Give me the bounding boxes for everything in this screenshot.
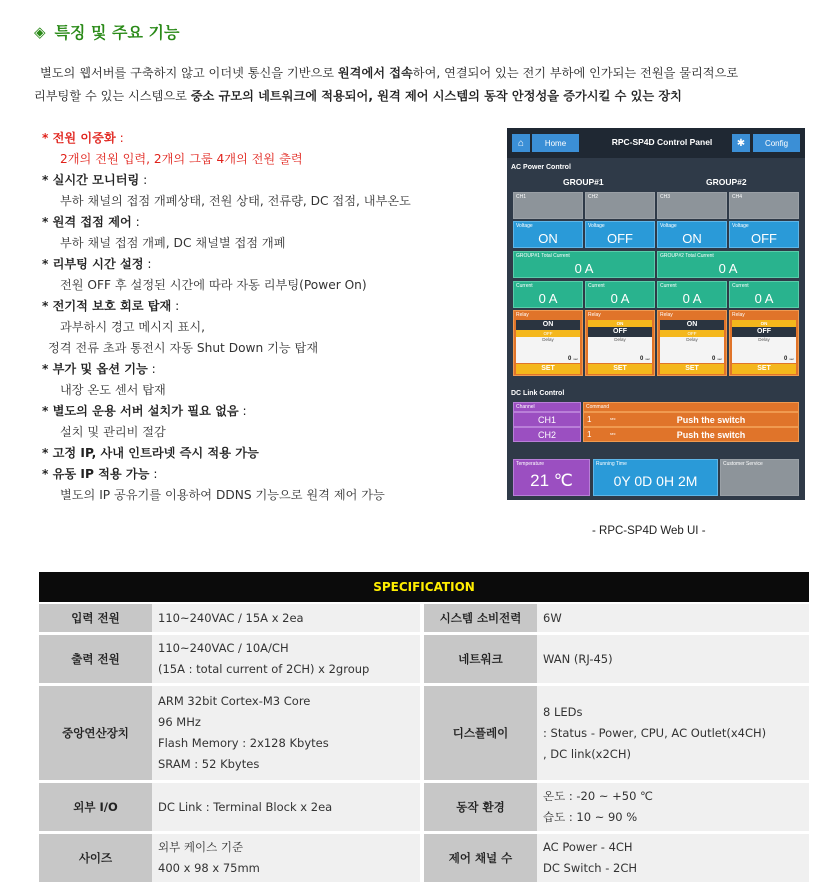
feature-colon: : xyxy=(115,131,124,145)
dc-channel-label: Channel xyxy=(516,404,535,410)
spec-row xyxy=(39,604,809,635)
dc-command-label: Command xyxy=(586,404,610,410)
relay-set-button[interactable]: SET xyxy=(516,364,580,374)
voltage-value: OFF xyxy=(607,231,633,246)
spec-key: 제어 채널 수 xyxy=(424,834,537,885)
relay-set-button[interactable]: SET xyxy=(588,364,652,374)
voltage-value: OFF xyxy=(751,231,777,246)
relay-inner xyxy=(516,320,580,363)
feature-title xyxy=(42,212,482,233)
current-box xyxy=(729,281,799,308)
channel-name: CH1 xyxy=(516,194,527,200)
spec-header: SPECIFICATION xyxy=(39,572,809,602)
diamond-icon: ◈ xyxy=(34,22,46,41)
voltage-value: ON xyxy=(538,231,558,246)
spec-value-line: (15A : total current of 2CH) x 2group xyxy=(158,662,370,676)
bullet-star-icon: * xyxy=(42,467,53,481)
feature-desc: 내장 온도 센서 탑재 xyxy=(60,383,166,397)
spec-value-line: SRAM : 52 Kbytes xyxy=(158,757,260,771)
dc-channel-cell xyxy=(513,427,581,442)
relay-delay-label: Delay xyxy=(542,337,554,342)
relay-box xyxy=(513,310,583,376)
relay-delay-label: Delay xyxy=(686,337,698,342)
relay-on-toggle[interactable]: ON xyxy=(588,320,652,327)
spec-value-line: WAN (RJ-45) xyxy=(543,651,613,666)
voltage-box[interactable] xyxy=(585,221,655,248)
dc-seconds-input[interactable]: 1 xyxy=(587,415,592,424)
spec-value-line: ARM 32bit Cortex-M3 Core xyxy=(158,694,311,708)
relay-box xyxy=(585,310,655,376)
intro-paragraph xyxy=(34,62,814,108)
intro-bold: 중소 규모의 네트워크에 적용되어, 원격 제어 시스템의 동작 안정성을 증가시킬 수 있는 장치 xyxy=(190,89,682,103)
spec-key: 디스플레이 xyxy=(424,686,537,783)
gear-icon[interactable]: ✱ xyxy=(732,134,750,152)
channel-name-box xyxy=(513,192,583,219)
current-label: Current xyxy=(516,283,533,289)
voltage-box[interactable] xyxy=(657,221,727,248)
feature-desc: 부하 채널의 접점 개폐상태, 전원 상태, 전류량, DC 접점, 내부온도 xyxy=(60,194,411,208)
voltage-box[interactable] xyxy=(729,221,799,248)
dc-seconds-unit: sec xyxy=(610,432,616,436)
spec-key: 동작 환경 xyxy=(424,783,537,834)
relay-inner xyxy=(660,320,724,363)
feature-title-text: 전기적 보호 회로 탑재 xyxy=(52,299,172,313)
spec-value xyxy=(537,834,809,885)
spec-key: 중앙연산장치 xyxy=(39,686,152,783)
feature-title-text: 원격 접점 제어 xyxy=(52,215,132,229)
spec-value xyxy=(152,686,420,783)
temperature-box xyxy=(513,459,590,496)
panel-title: RPC-SP4D Control Panel xyxy=(611,137,713,147)
voltage-box[interactable] xyxy=(513,221,583,248)
spec-value xyxy=(537,783,809,834)
relay-off-toggle[interactable]: OFF xyxy=(588,327,652,337)
feature-colon: : xyxy=(143,257,152,271)
dc-seconds-input[interactable]: 1 xyxy=(587,430,592,439)
feature-title xyxy=(42,254,482,275)
current-box xyxy=(585,281,655,308)
dc-command-cell xyxy=(583,412,799,427)
spec-row xyxy=(39,686,809,783)
spec-value-line: 온도 : -20 ~ +50 ℃ xyxy=(543,789,653,803)
feature-desc: 정격 전류 초과 통전시 자동 Shut Down 기능 탑재 xyxy=(48,341,319,355)
spec-key: 네트워크 xyxy=(424,635,537,686)
spec-row xyxy=(39,635,809,686)
relay-delay-input[interactable] xyxy=(712,356,722,362)
relay-delay-value: 0 xyxy=(567,356,572,362)
spec-row xyxy=(39,783,809,834)
spec-value-line: 6W xyxy=(543,610,562,625)
feature-item xyxy=(42,464,482,506)
dc-command-cell xyxy=(583,427,799,442)
feature-title xyxy=(42,401,482,422)
spec-key: 사이즈 xyxy=(39,834,152,885)
feature-title xyxy=(42,296,482,317)
relay-delay-value: 0 xyxy=(711,356,716,362)
feature-item xyxy=(42,128,482,170)
running-time-box xyxy=(593,459,718,496)
spec-value-line: 110~240VAC / 10A/CH xyxy=(158,641,289,655)
feature-item xyxy=(42,401,482,443)
relay-on-toggle[interactable]: ON xyxy=(660,320,724,330)
current-label: Current xyxy=(588,283,605,289)
feature-item xyxy=(42,359,482,401)
channel-name-box xyxy=(657,192,727,219)
relay-set-button[interactable]: SET xyxy=(732,364,796,374)
spec-value-line: : Status - Power, CPU, AC Outlet(x4CH) xyxy=(543,725,767,740)
feature-title xyxy=(42,128,482,149)
spec-value xyxy=(152,635,420,686)
control-panel xyxy=(507,128,805,500)
spec-table xyxy=(39,604,809,885)
spec-row xyxy=(39,834,809,885)
feature-desc: 2개의 전원 입력, 2개의 그룹 4개의 전원 출력 xyxy=(60,152,303,166)
temperature-label: Temperature xyxy=(516,461,545,467)
spec-value-line: , DC link(x2CH) xyxy=(543,746,631,761)
channel-name-box xyxy=(729,192,799,219)
intro-text: 별도의 웹서버를 구축하지 않고 이더넷 통신을 기반으로 xyxy=(40,66,338,80)
relay-delay-unit: sec xyxy=(789,357,794,361)
feature-list xyxy=(42,128,482,506)
group2-label: GROUP#2 xyxy=(706,177,747,187)
bullet-star-icon: * xyxy=(42,404,53,418)
heading-text: 특징 및 주요 기능 xyxy=(54,23,180,42)
spec-value xyxy=(537,635,809,686)
spec-key: 외부 I/O xyxy=(39,783,152,834)
bullet-star-icon: * xyxy=(42,257,53,271)
current-value: 0 A xyxy=(538,291,558,306)
feature-desc: 과부하시 경고 메시지 표시, xyxy=(60,320,206,334)
intro-line-2 xyxy=(34,85,814,108)
feature-item xyxy=(42,212,482,254)
bullet-star-icon: * xyxy=(42,215,53,229)
spec-value-line: 96 MHz xyxy=(158,715,201,729)
current-box xyxy=(513,281,583,308)
spec-value-line: 8 LEDs xyxy=(543,704,583,719)
bullet-star-icon: * xyxy=(42,173,53,187)
relay-delay-value: 0 xyxy=(639,356,644,362)
dc-command-header xyxy=(583,402,799,412)
relay-delay-label: Delay xyxy=(614,337,626,342)
current-box xyxy=(657,281,727,308)
relay-delay-unit: sec xyxy=(645,357,650,361)
relay-label: Relay xyxy=(516,312,529,318)
relay-delay-input[interactable] xyxy=(784,356,794,362)
relay-set-button[interactable]: SET xyxy=(660,364,724,374)
feature-title-text: 리부팅 시간 설정 xyxy=(52,257,144,271)
feature-desc: 전원 OFF 후 설정된 시간에 따라 자동 리부팅(Power On) xyxy=(60,278,367,292)
dc-channel-name: CH2 xyxy=(537,430,556,440)
group-total-value: 0 A xyxy=(574,261,594,276)
feature-desc: 설치 및 관리비 절감 xyxy=(60,425,166,439)
voltage-label: Voltage xyxy=(660,223,677,229)
relay-box xyxy=(729,310,799,376)
intro-bold: 원격에서 접속 xyxy=(337,66,413,80)
feature-colon: : xyxy=(131,215,140,229)
spec-value-line: 110~240VAC / 15A x 2ea xyxy=(158,610,304,625)
relay-delay-unit: sec xyxy=(573,357,578,361)
feature-desc: 별도의 IP 공유기를 이용하여 DDNS 기능으로 원격 제어 가능 xyxy=(60,488,385,502)
voltage-value: ON xyxy=(682,231,702,246)
voltage-label: Voltage xyxy=(516,223,533,229)
spec-key: 시스템 소비전력 xyxy=(424,604,537,635)
current-value: 0 A xyxy=(610,291,630,306)
bullet-star-icon: * xyxy=(42,299,53,313)
relay-inner xyxy=(588,320,652,363)
relay-off-toggle[interactable]: OFF xyxy=(516,330,580,337)
home-icon[interactable]: ⌂ xyxy=(512,134,530,152)
section-heading xyxy=(34,20,179,43)
current-value: 0 A xyxy=(754,291,774,306)
relay-label: Relay xyxy=(660,312,673,318)
channel-name-box xyxy=(585,192,655,219)
feature-colon: : xyxy=(139,173,148,187)
current-label: Current xyxy=(732,283,749,289)
ac-section-label: AC Power Control xyxy=(511,164,571,171)
intro-text: 하여, 연결되어 있는 전기 부하에 인가되는 전원을 물리적으로 xyxy=(412,66,739,80)
feature-title-text: 별도의 운용 서버 설치가 필요 없음 xyxy=(52,404,239,418)
relay-delay-label: Delay xyxy=(758,337,770,342)
group-total-box xyxy=(513,251,655,278)
spec-value-line: 400 x 98 x 75mm xyxy=(158,861,260,875)
relay-label: Relay xyxy=(732,312,745,318)
channel-name: CH2 xyxy=(588,194,599,200)
dc-channel-header xyxy=(513,402,581,412)
panel-caption: - RPC-SP4D Web UI - xyxy=(592,525,706,537)
feature-title-text: 고정 IP, 사내 인트라넷 즉시 적용 가능 xyxy=(52,446,259,460)
feature-colon: : xyxy=(171,299,180,313)
voltage-label: Voltage xyxy=(588,223,605,229)
config-button[interactable]: Config xyxy=(753,134,800,152)
feature-title xyxy=(42,170,482,191)
spec-value-line: Flash Memory : 2x128 Kbytes xyxy=(158,736,329,750)
group-total-label: GROUP#2 Total Current xyxy=(660,253,714,259)
bullet-star-icon: * xyxy=(42,362,53,376)
relay-delay-input[interactable] xyxy=(640,356,650,362)
feature-item xyxy=(42,170,482,212)
relay-label: Relay xyxy=(588,312,601,318)
intro-text: 리부팅할 수 있는 시스템으로 xyxy=(34,89,191,103)
group-total-value: 0 A xyxy=(718,261,738,276)
spec-value xyxy=(152,783,420,834)
temperature-value: 21 ℃ xyxy=(530,471,573,490)
relay-on-toggle[interactable]: ON xyxy=(732,320,796,327)
spec-value xyxy=(152,834,420,885)
relay-inner xyxy=(732,320,796,363)
feature-title-text: 유동 IP 적용 가능 xyxy=(52,467,150,481)
current-label: Current xyxy=(660,283,677,289)
spec-value xyxy=(152,604,420,635)
dc-channel-name: CH1 xyxy=(537,415,556,425)
dc-channel-cell xyxy=(513,412,581,427)
spec-value-line: 습도 : 10 ~ 90 % xyxy=(543,810,638,824)
group-total-box xyxy=(657,251,799,278)
feature-desc: 부하 채널 접점 개폐, DC 채널별 접점 개폐 xyxy=(60,236,286,250)
channel-name: CH4 xyxy=(732,194,743,200)
running-time-label: Running Time xyxy=(596,461,627,467)
bullet-star-icon: * xyxy=(42,131,53,145)
relay-off-toggle[interactable]: OFF xyxy=(732,327,796,337)
running-time-value: 0Y 0D 0H 2M xyxy=(613,473,698,489)
relay-delay-input[interactable] xyxy=(568,356,578,362)
dc-section-label: DC Link Control xyxy=(511,390,565,397)
spec-value-line: AC Power - 4CH xyxy=(543,840,633,854)
relay-off-toggle[interactable]: OFF xyxy=(660,330,724,337)
dc-seconds-unit: sec xyxy=(610,417,616,421)
customer-service-box[interactable] xyxy=(720,459,799,496)
feature-title-text: 실시간 모니터링 xyxy=(52,173,140,187)
relay-box xyxy=(657,310,727,376)
feature-colon: : xyxy=(238,404,247,418)
feature-title-text: 부가 및 옵션 기능 xyxy=(52,362,148,376)
bullet-star-icon: * xyxy=(42,446,53,460)
spec-key: 입력 전원 xyxy=(39,604,152,635)
spec-value-line: DC Switch - 2CH xyxy=(543,861,638,875)
feature-item xyxy=(42,443,482,464)
spec-value-line: 외부 케이스 기준 xyxy=(158,840,244,854)
intro-line-1 xyxy=(34,62,814,85)
feature-title xyxy=(42,359,482,380)
feature-title xyxy=(42,443,482,464)
feature-title-text: 전원 이중화 xyxy=(52,131,116,145)
push-switch-button[interactable]: Push the switch xyxy=(676,430,746,440)
relay-on-toggle[interactable]: ON xyxy=(516,320,580,330)
feature-item xyxy=(42,254,482,296)
spec-value xyxy=(537,604,809,635)
group1-label: GROUP#1 xyxy=(563,177,604,187)
relay-delay-unit: sec xyxy=(717,357,722,361)
feature-colon: : xyxy=(147,362,156,376)
feature-item xyxy=(42,296,482,359)
feature-colon: : xyxy=(149,467,158,481)
relay-delay-value: 0 xyxy=(783,356,788,362)
spec-value xyxy=(537,686,809,783)
home-button[interactable]: Home xyxy=(532,134,579,152)
feature-title xyxy=(42,464,482,485)
spec-value-line: DC Link : Terminal Block x 2ea xyxy=(158,799,333,814)
spec-key: 출력 전원 xyxy=(39,635,152,686)
channel-name: CH3 xyxy=(660,194,671,200)
push-switch-button[interactable]: Push the switch xyxy=(676,415,746,425)
current-value: 0 A xyxy=(682,291,702,306)
group-total-label: GROUP#1 Total Current xyxy=(516,253,570,259)
customer-service-label: Customer Service xyxy=(723,461,763,467)
voltage-label: Voltage xyxy=(732,223,749,229)
